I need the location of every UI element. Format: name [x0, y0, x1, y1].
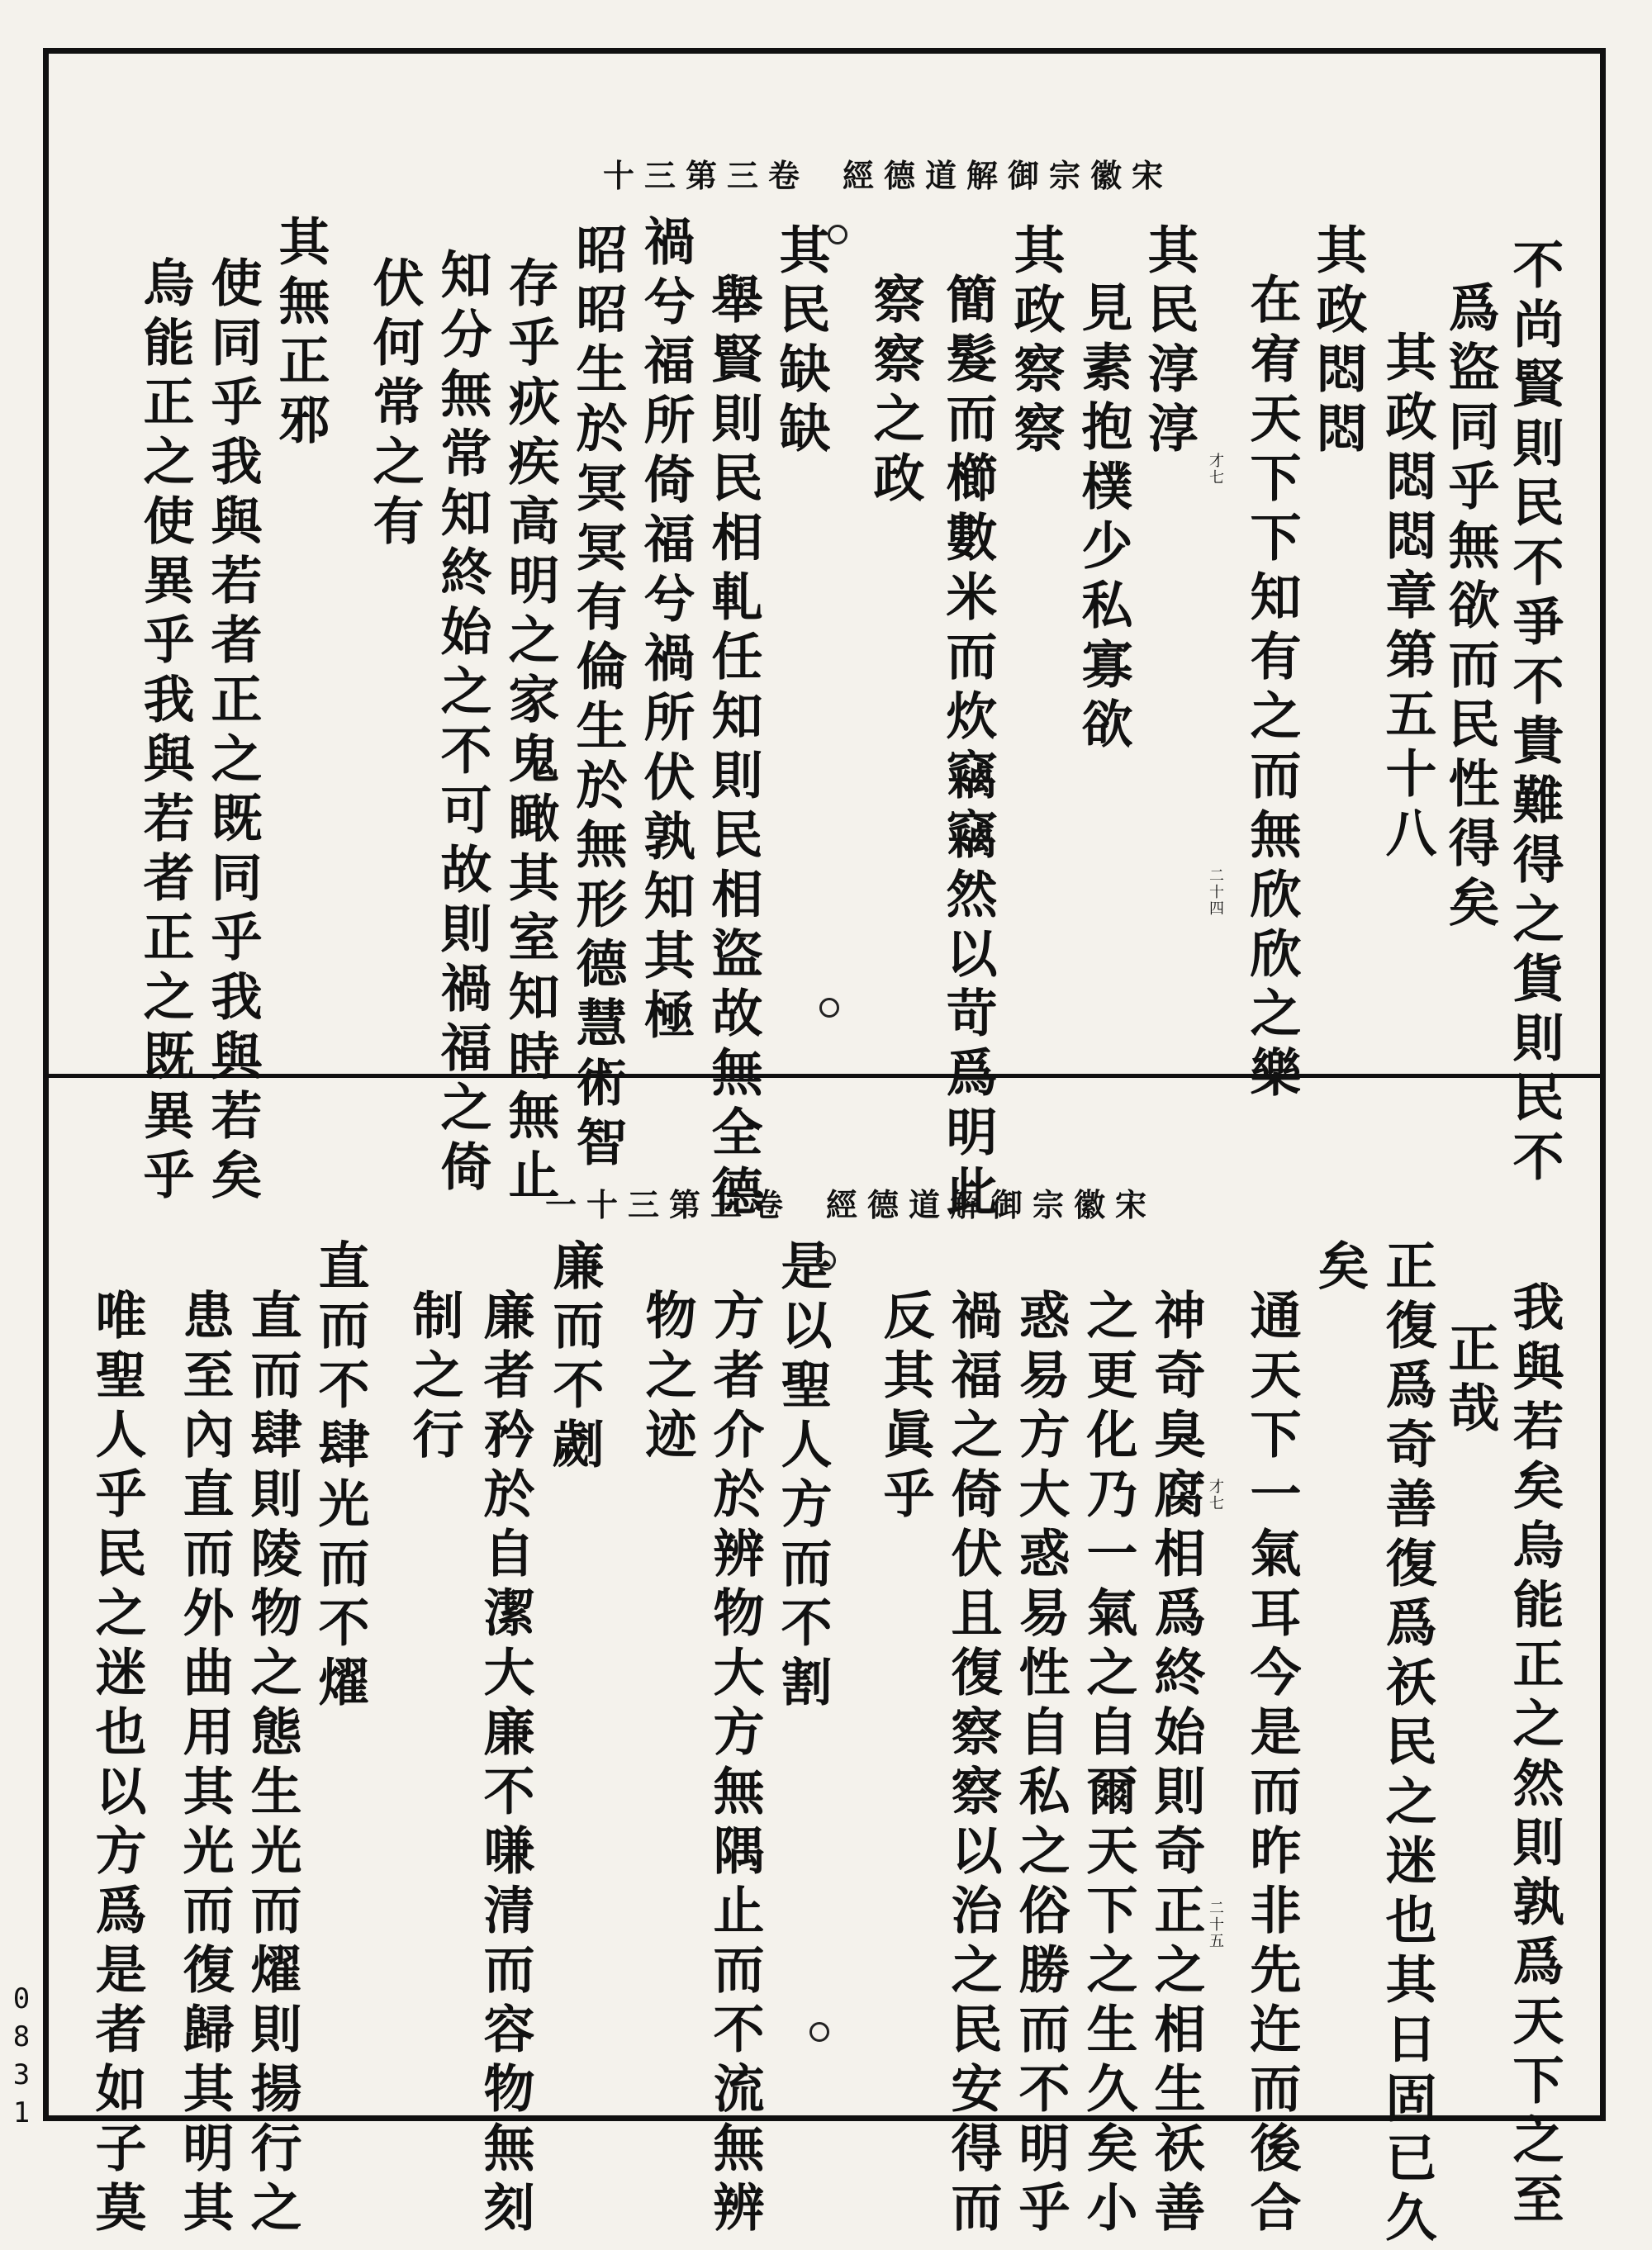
bottom-circle-mark-2 — [809, 2022, 829, 2042]
top-col-7: 見素抱樸少私寡欲 — [1073, 281, 1133, 757]
top-note-2: 二十四 — [1207, 867, 1224, 917]
top-col-6: 其民淳淳 — [1139, 223, 1199, 461]
bottom-col-5: 通天下一氣耳今是而昨非先迕而後合 — [1241, 1289, 1302, 2240]
top-col-15: 存乎疢疾高明之家鬼瞰其室知時無止 — [500, 256, 560, 1208]
bottom-col-17: 直而不肆光而不燿 — [310, 1239, 370, 1715]
top-col-1: 不尚賢則民不爭不貴難得之貨則民不 — [1504, 238, 1564, 1189]
bottom-col-12: 方者介於辨物大方無隅止而不流無辨 — [705, 1289, 765, 2240]
top-col-14: 昭昭生於冥冥有倫生於無形德慧術智 — [567, 223, 628, 1175]
page-number: 0831 — [5, 1982, 38, 2134]
top-col-5: 在宥天下下知有之而無欣欣之樂 — [1241, 273, 1302, 1105]
bottom-col-6: 神奇臭腐相爲終始則奇正之相生祅善 — [1146, 1289, 1206, 2240]
bottom-col-8: 惑易方大惑易性自私之俗勝而不明乎 — [1010, 1289, 1070, 2240]
bottom-col-4: 矣 — [1309, 1239, 1370, 1298]
top-col-11: 其民缺缺 — [771, 223, 831, 461]
top-col-4: 其政悶悶 — [1308, 223, 1368, 461]
bottom-col-13: 物之迹 — [637, 1289, 697, 1467]
top-col-13: 禍兮福所倚福兮禍所伏孰知其極 — [635, 215, 695, 1047]
bottom-note-2: 二十五 — [1207, 1900, 1224, 1949]
top-header-volume: 卷三第三十 — [603, 157, 810, 194]
top-col-10: 察察之政 — [865, 273, 925, 510]
bottom-header-volume: 卷三第三十一 — [545, 1186, 794, 1223]
bottom-col-14: 廉而不劌 — [544, 1239, 605, 1477]
bottom-note-1: 才七 — [1207, 1479, 1224, 1512]
top-col-19: 使同乎我與若者正之既同乎我與若矣 — [202, 256, 263, 1208]
top-col-17: 伏何常之有 — [364, 256, 425, 553]
bottom-col-10: 反其眞乎 — [875, 1289, 935, 1526]
bottom-col-7: 之更化乃一氣之自爾天下之生久矣小 — [1078, 1289, 1138, 2240]
bottom-col-11: 是以聖人方而不割 — [772, 1239, 833, 1715]
bottom-col-9: 禍福之倚伏且復察察以治之民安得而 — [942, 1289, 1003, 2240]
top-col-12: 舉賢則民相軋任知則民相盜故無全德 — [703, 273, 763, 1224]
top-running-header — [603, 150, 1173, 196]
top-col-18: 其無正邪 — [270, 215, 330, 453]
bottom-col-18: 直而肆則陵物之態生光而燿則揚行之 — [242, 1289, 302, 2240]
top-col-9: 簡髮而櫛數米而炊竊竊然以苛爲明此 — [938, 273, 998, 1224]
half-divider — [43, 1074, 1606, 1078]
top-col-8: 其政察察 — [1005, 223, 1066, 461]
bottom-col-20: 唯聖人乎民之迷也以方爲是者如子莫 — [87, 1289, 147, 2240]
top-col-16: 知分無常知終始之不可故則禍福之倚 — [432, 248, 492, 1199]
top-note-1: 才七 — [1207, 453, 1224, 486]
bottom-col-1: 我與若矣烏能正之然則孰爲天下之至 — [1504, 1280, 1564, 2232]
bottom-running-header — [545, 1180, 1156, 1225]
top-col-2: 爲盜同乎無欲而民性得矣 — [1440, 281, 1500, 935]
bottom-col-16: 制之行 — [404, 1289, 464, 1467]
bottom-header-title: 宋徽宗御解道德經 — [826, 1186, 1157, 1223]
top-col-20: 烏能正之使異乎我與若者正之既異乎 — [135, 256, 195, 1208]
top-col-3: 其政悶悶章第五十八 — [1377, 330, 1437, 866]
top-circle-mark-1 — [828, 225, 847, 244]
top-header-title: 宋徽宗御解道德經 — [843, 157, 1174, 194]
bottom-col-3: 正復爲奇善復爲祅民之迷也其日固已久 — [1377, 1239, 1437, 2250]
bottom-col-2: 正哉 — [1440, 1322, 1500, 1441]
bottom-col-19: 患至內直而外曲用其光而復歸其明其 — [174, 1289, 235, 2240]
bottom-circle-mark-1 — [816, 1251, 836, 1270]
top-circle-mark-2 — [819, 998, 839, 1018]
bottom-col-15: 廉者矜於自潔大廉不嗛清而容物無刻 — [475, 1289, 535, 2240]
